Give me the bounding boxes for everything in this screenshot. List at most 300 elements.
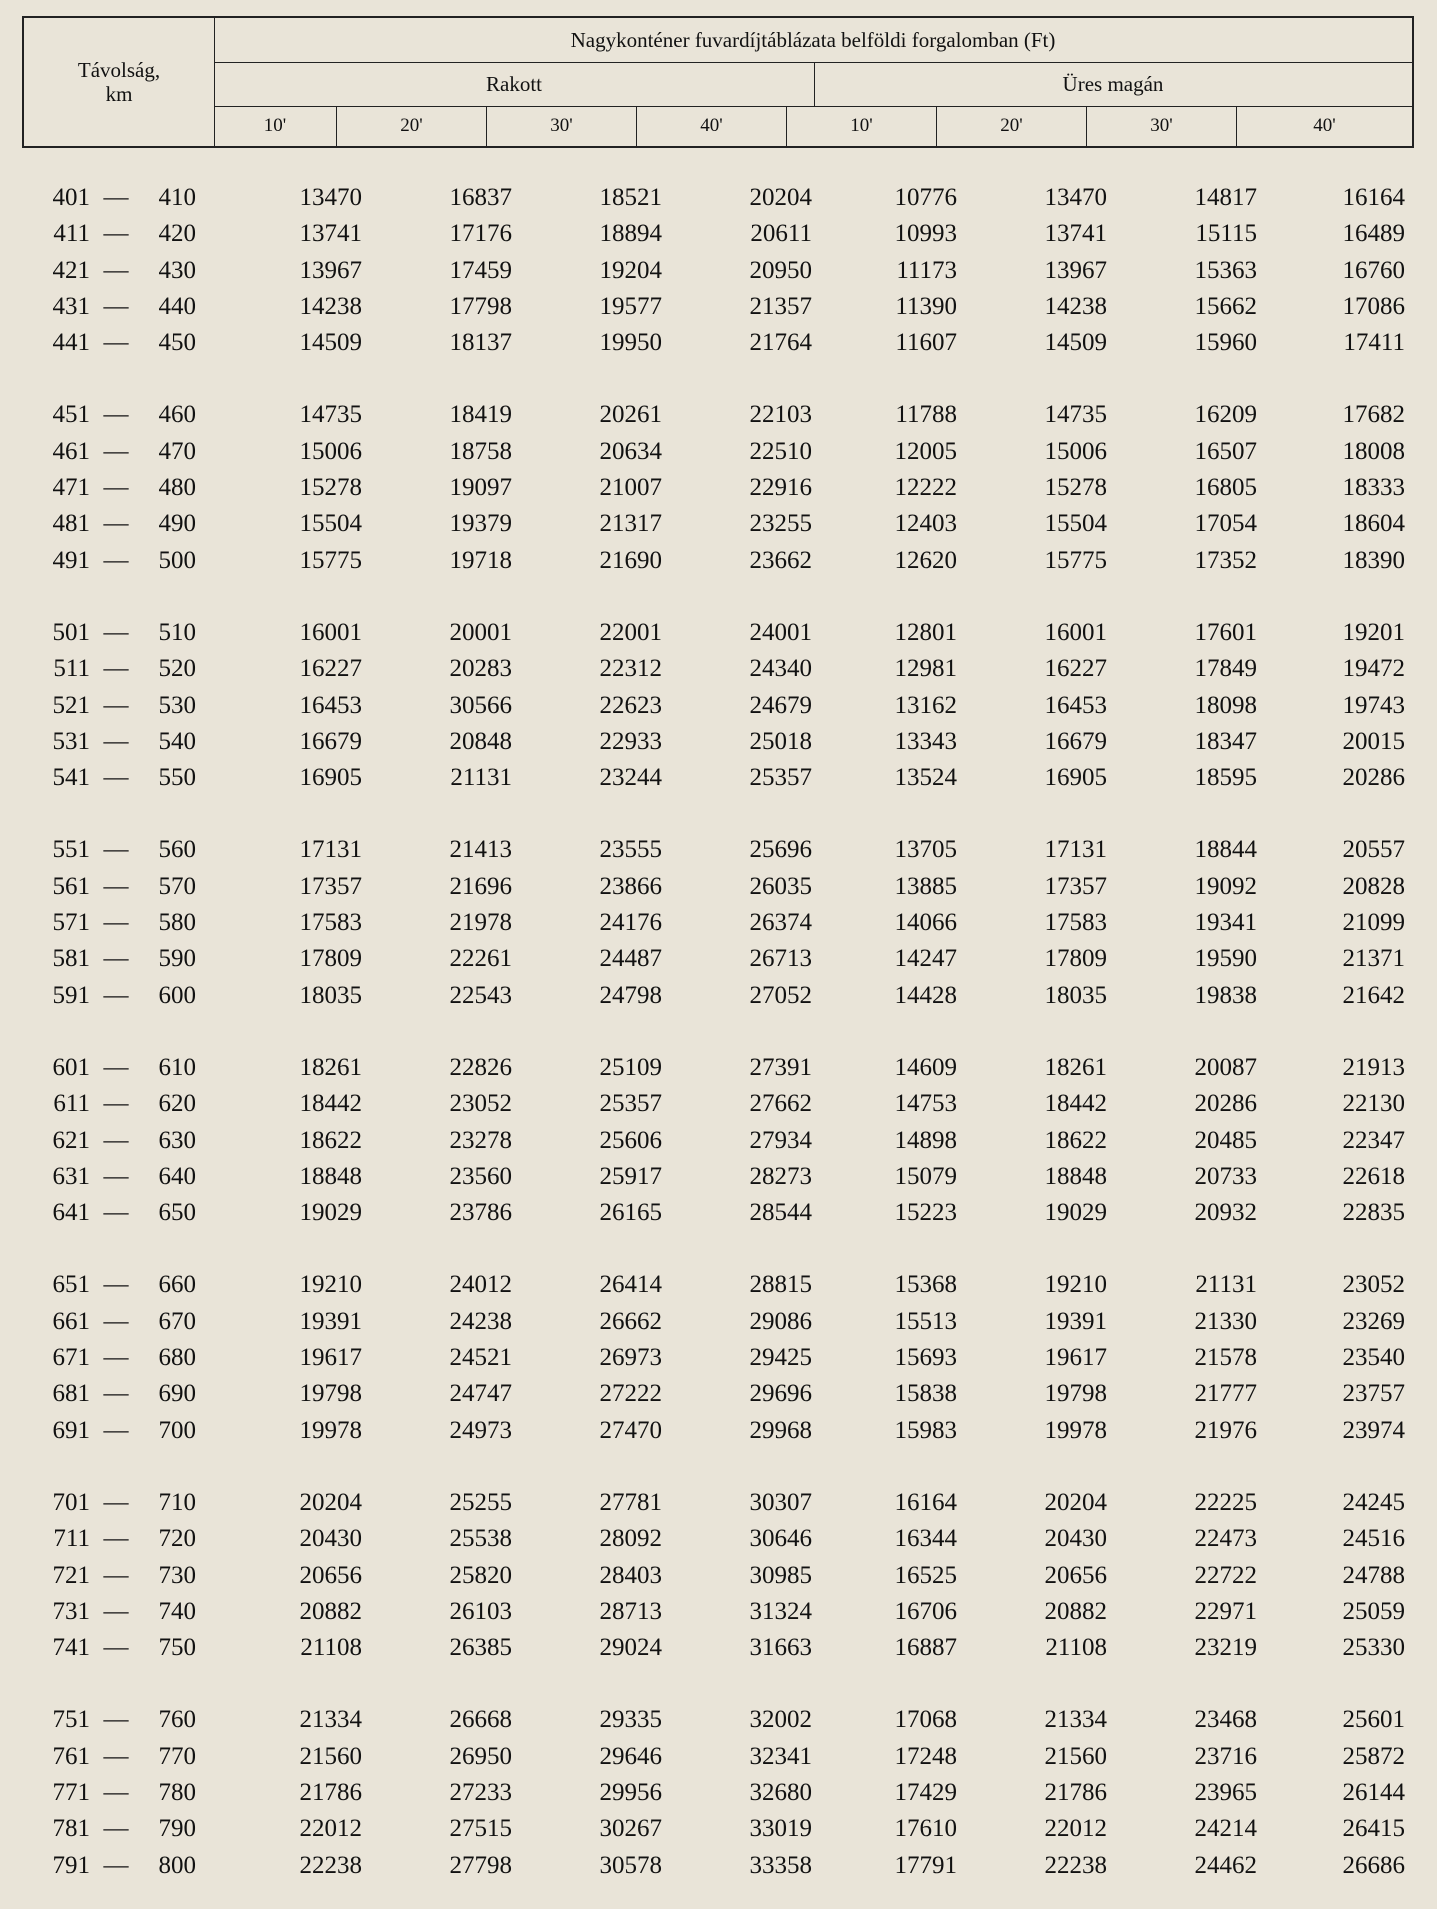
fare-cell: 19743 bbox=[1342, 691, 1405, 719]
fare-cell: 15006 bbox=[1044, 437, 1107, 465]
fare-cell: 24487 bbox=[599, 945, 662, 973]
size-header: 20' bbox=[937, 106, 1087, 146]
fare-cell: 27052 bbox=[749, 981, 812, 1009]
fare-cell: 29335 bbox=[599, 1706, 662, 1734]
fare-cell: 17248 bbox=[894, 1742, 957, 1770]
fare-cell: 26668 bbox=[449, 1706, 512, 1734]
fare-cell: 22001 bbox=[599, 618, 662, 646]
fare-cell: 29646 bbox=[599, 1742, 662, 1770]
fare-cell: 19472 bbox=[1342, 655, 1405, 683]
fare-cell: 17086 bbox=[1342, 292, 1405, 320]
fare-cell: 11607 bbox=[895, 329, 957, 357]
distance-from: 781 bbox=[52, 1815, 90, 1843]
distance-from: 481 bbox=[52, 510, 90, 538]
distance-to: 710 bbox=[158, 1488, 196, 1516]
range-dash: — bbox=[103, 292, 129, 320]
fare-cell: 21371 bbox=[1342, 945, 1405, 973]
fare-cell: 26415 bbox=[1342, 1815, 1405, 1843]
distance-to: 770 bbox=[158, 1742, 196, 1770]
fare-cell: 19978 bbox=[1044, 1416, 1107, 1444]
fare-cell: 18008 bbox=[1342, 437, 1405, 465]
fare-cell: 26144 bbox=[1342, 1778, 1405, 1806]
fare-cell: 30307 bbox=[749, 1488, 812, 1516]
range-dash: — bbox=[103, 655, 129, 683]
fare-cell: 17411 bbox=[1343, 329, 1405, 357]
table-row bbox=[22, 289, 1414, 325]
distance-from: 411 bbox=[53, 220, 90, 248]
fare-cell: 23540 bbox=[1342, 1344, 1405, 1372]
fare-cell: 18035 bbox=[299, 981, 362, 1009]
fare-cell: 23255 bbox=[749, 510, 812, 538]
fare-cell: 11390 bbox=[895, 292, 957, 320]
fare-cell: 16905 bbox=[1044, 764, 1107, 792]
fare-cell: 20634 bbox=[599, 437, 662, 465]
distance-from: 551 bbox=[52, 836, 90, 864]
range-dash: — bbox=[103, 1634, 129, 1662]
fare-cell: 21560 bbox=[299, 1742, 362, 1770]
fare-cell: 19798 bbox=[299, 1380, 362, 1408]
distance-from: 721 bbox=[52, 1561, 90, 1589]
distance-to: 520 bbox=[158, 655, 196, 683]
fare-cell: 21786 bbox=[299, 1778, 362, 1806]
fare-cell: 28403 bbox=[599, 1561, 662, 1589]
distance-from: 451 bbox=[52, 401, 90, 429]
fare-cell: 30578 bbox=[599, 1851, 662, 1879]
distance-from: 511 bbox=[53, 655, 90, 683]
distance-from: 441 bbox=[52, 329, 90, 357]
range-dash: — bbox=[103, 1488, 129, 1516]
distance-to: 760 bbox=[158, 1706, 196, 1734]
size-header: 10' bbox=[214, 106, 337, 146]
fare-cell: 25330 bbox=[1342, 1634, 1405, 1662]
fare-cell: 11788 bbox=[895, 401, 957, 429]
fare-cell: 28544 bbox=[749, 1199, 812, 1227]
fare-cell: 15775 bbox=[1044, 546, 1107, 574]
table-row bbox=[22, 869, 1414, 905]
range-dash: — bbox=[103, 1126, 129, 1154]
fare-cell: 20611 bbox=[750, 220, 812, 248]
fare-cell: 29425 bbox=[749, 1344, 812, 1372]
fare-cell: 20001 bbox=[449, 618, 512, 646]
fare-cell: 21334 bbox=[1044, 1706, 1107, 1734]
fare-cell: 22238 bbox=[1044, 1851, 1107, 1879]
fare-cell: 22971 bbox=[1194, 1597, 1257, 1625]
distance-from: 491 bbox=[52, 546, 90, 574]
fare-cell: 24798 bbox=[599, 981, 662, 1009]
fare-cell: 22835 bbox=[1342, 1199, 1405, 1227]
table-row bbox=[22, 1521, 1414, 1557]
fare-cell: 22826 bbox=[449, 1053, 512, 1081]
fare-cell: 14428 bbox=[894, 981, 957, 1009]
fare-cell: 26973 bbox=[599, 1344, 662, 1372]
distance-from: 421 bbox=[52, 256, 90, 284]
fare-cell: 16453 bbox=[299, 691, 362, 719]
fare-cell: 22347 bbox=[1342, 1126, 1405, 1154]
distance-to: 410 bbox=[158, 184, 196, 211]
distance-from: 601 bbox=[52, 1053, 90, 1081]
fare-cell: 19617 bbox=[299, 1344, 362, 1372]
distance-from: 681 bbox=[52, 1380, 90, 1408]
fare-cell: 15278 bbox=[299, 474, 362, 502]
fare-cell: 16679 bbox=[299, 727, 362, 755]
distance-to: 560 bbox=[158, 836, 196, 864]
table-row bbox=[22, 651, 1414, 687]
fare-cell: 29024 bbox=[599, 1634, 662, 1662]
table-row bbox=[22, 253, 1414, 289]
range-dash: — bbox=[103, 618, 129, 646]
fare-cell: 15838 bbox=[894, 1380, 957, 1408]
fare-cell: 21978 bbox=[449, 909, 512, 937]
fare-cell: 15513 bbox=[894, 1307, 957, 1335]
fare-cell: 27233 bbox=[449, 1778, 512, 1806]
fare-cell: 22916 bbox=[749, 474, 812, 502]
fare-cell: 21690 bbox=[599, 546, 662, 574]
fare-cell: 27470 bbox=[599, 1416, 662, 1444]
table-row bbox=[22, 470, 1414, 506]
distance-to: 620 bbox=[158, 1090, 196, 1118]
range-dash: — bbox=[103, 1090, 129, 1118]
fare-cell: 18894 bbox=[599, 220, 662, 248]
fare-cell: 17809 bbox=[1044, 945, 1107, 973]
fare-cell: 22473 bbox=[1194, 1525, 1257, 1553]
fare-cell: 20932 bbox=[1194, 1199, 1257, 1227]
distance-from: 591 bbox=[52, 981, 90, 1009]
distance-from: 501 bbox=[52, 618, 90, 646]
fare-cell: 20557 bbox=[1342, 836, 1405, 864]
fare-cell: 20882 bbox=[1044, 1597, 1107, 1625]
fare-cell: 14238 bbox=[299, 292, 362, 320]
fare-cell: 23866 bbox=[599, 872, 662, 900]
fare-cell: 14066 bbox=[894, 909, 957, 937]
range-dash: — bbox=[103, 945, 129, 973]
fare-cell: 16507 bbox=[1194, 437, 1257, 465]
table-row bbox=[22, 543, 1414, 579]
fare-cell: 16209 bbox=[1194, 401, 1257, 429]
fare-cell: 14609 bbox=[894, 1053, 957, 1081]
fare-cell: 17809 bbox=[299, 945, 362, 973]
fare-cell: 17357 bbox=[1044, 872, 1107, 900]
fare-cell: 13967 bbox=[299, 256, 362, 284]
fare-cell: 18848 bbox=[299, 1162, 362, 1190]
fare-cell: 25109 bbox=[599, 1053, 662, 1081]
fare-cell: 18758 bbox=[449, 437, 512, 465]
fare-cell: 26103 bbox=[449, 1597, 512, 1625]
fare-cell: 21777 bbox=[1194, 1380, 1257, 1408]
fare-cell: 23965 bbox=[1194, 1778, 1257, 1806]
range-dash: — bbox=[103, 727, 129, 755]
table-row bbox=[22, 506, 1414, 542]
table-row bbox=[22, 1811, 1414, 1847]
fare-cell: 24462 bbox=[1194, 1851, 1257, 1879]
fare-cell: 25696 bbox=[749, 836, 812, 864]
fare-cell: 33019 bbox=[749, 1815, 812, 1843]
fare-cell: 15278 bbox=[1044, 474, 1107, 502]
size-header: 40' bbox=[637, 106, 787, 146]
table-row bbox=[22, 1340, 1414, 1376]
fare-cell: 26385 bbox=[449, 1634, 512, 1662]
range-dash: — bbox=[103, 691, 129, 719]
fare-cell: 26414 bbox=[599, 1271, 662, 1299]
distance-from: 791 bbox=[52, 1851, 90, 1879]
distance-from: 581 bbox=[52, 945, 90, 973]
distance-to: 590 bbox=[158, 945, 196, 973]
fare-cell: 20485 bbox=[1194, 1126, 1257, 1154]
range-dash: — bbox=[103, 220, 129, 248]
fare-cell: 21786 bbox=[1044, 1778, 1107, 1806]
distance-to: 660 bbox=[158, 1271, 196, 1299]
fare-cell: 16706 bbox=[894, 1597, 957, 1625]
distance-from: 541 bbox=[52, 764, 90, 792]
fare-cell: 21642 bbox=[1342, 981, 1405, 1009]
fare-cell: 17352 bbox=[1194, 546, 1257, 574]
distance-to: 780 bbox=[158, 1778, 196, 1806]
fare-cell: 22261 bbox=[449, 945, 512, 973]
range-dash: — bbox=[103, 1706, 129, 1734]
distance-to: 680 bbox=[158, 1344, 196, 1372]
fare-cell: 23662 bbox=[749, 546, 812, 574]
fare-cell: 15775 bbox=[299, 546, 362, 574]
fare-cell: 17459 bbox=[449, 256, 512, 284]
distance-to: 610 bbox=[158, 1053, 196, 1081]
fare-cell: 23052 bbox=[1342, 1271, 1405, 1299]
range-dash: — bbox=[103, 184, 129, 211]
fare-cell: 15079 bbox=[894, 1162, 957, 1190]
fare-cell: 17583 bbox=[1044, 909, 1107, 937]
table-row bbox=[22, 325, 1414, 361]
table-row bbox=[22, 1086, 1414, 1122]
fare-cell: 16837 bbox=[449, 184, 512, 211]
fare-cell: 24176 bbox=[599, 909, 662, 937]
range-dash: — bbox=[103, 872, 129, 900]
fare-cell: 30267 bbox=[599, 1815, 662, 1843]
distance-to: 690 bbox=[158, 1380, 196, 1408]
fare-cell: 20087 bbox=[1194, 1053, 1257, 1081]
range-dash: — bbox=[103, 1271, 129, 1299]
fare-cell: 32002 bbox=[749, 1706, 812, 1734]
fare-cell: 17610 bbox=[894, 1815, 957, 1843]
fare-cell: 15368 bbox=[894, 1271, 957, 1299]
fare-cell: 29956 bbox=[599, 1778, 662, 1806]
range-dash: — bbox=[103, 981, 129, 1009]
fare-cell: 17849 bbox=[1194, 655, 1257, 683]
fare-cell: 17176 bbox=[449, 220, 512, 248]
distance-from: 761 bbox=[52, 1742, 90, 1770]
fare-cell: 16001 bbox=[1044, 618, 1107, 646]
size-header: 10' bbox=[787, 106, 937, 146]
fare-cell: 25255 bbox=[449, 1488, 512, 1516]
table-row bbox=[22, 1485, 1414, 1521]
fare-cell: 23052 bbox=[449, 1090, 512, 1118]
fare-cell: 21317 bbox=[599, 510, 662, 538]
fare-cell: 14238 bbox=[1044, 292, 1107, 320]
table-row bbox=[22, 434, 1414, 470]
fare-cell: 19097 bbox=[449, 474, 512, 502]
fare-cell: 14898 bbox=[894, 1126, 957, 1154]
fare-cell: 14735 bbox=[1044, 401, 1107, 429]
fare-cell: 25357 bbox=[749, 764, 812, 792]
table-row bbox=[22, 1050, 1414, 1086]
fare-cell: 23244 bbox=[599, 764, 662, 792]
fare-cell: 26035 bbox=[749, 872, 812, 900]
group-empty: Üres magán bbox=[814, 62, 1412, 107]
table-row bbox=[22, 615, 1414, 651]
fare-cell: 21334 bbox=[299, 1706, 362, 1734]
distance-from: 461 bbox=[52, 437, 90, 465]
fare-cell: 13343 bbox=[894, 727, 957, 755]
fare-cell: 33358 bbox=[749, 1851, 812, 1879]
fare-cell: 16453 bbox=[1044, 691, 1107, 719]
fare-cell: 13705 bbox=[894, 836, 957, 864]
distance-to: 480 bbox=[158, 474, 196, 502]
fare-cell: 26713 bbox=[749, 945, 812, 973]
distance-to: 420 bbox=[158, 220, 196, 248]
fare-cell: 25872 bbox=[1342, 1742, 1405, 1770]
fare-cell: 26686 bbox=[1342, 1851, 1405, 1879]
table-row bbox=[22, 1630, 1414, 1666]
fare-cell: 15223 bbox=[894, 1199, 957, 1227]
fare-cell: 18390 bbox=[1342, 546, 1405, 574]
table-row bbox=[22, 1304, 1414, 1340]
table-title: Nagykonténer fuvardíjtáblázata belföldi forgalomban (Ft) bbox=[214, 18, 1412, 63]
fare-cell: 28815 bbox=[749, 1271, 812, 1299]
fare-cell: 18595 bbox=[1194, 764, 1257, 792]
fare-cell: 28092 bbox=[599, 1525, 662, 1553]
table-row bbox=[22, 216, 1414, 252]
fare-cell: 20882 bbox=[299, 1597, 362, 1625]
fare-cell: 17682 bbox=[1342, 401, 1405, 429]
table-row bbox=[22, 1413, 1414, 1449]
table-row bbox=[22, 941, 1414, 977]
fare-cell: 12981 bbox=[894, 655, 957, 683]
container-size-row bbox=[214, 106, 1412, 146]
fare-cell: 25601 bbox=[1342, 1706, 1405, 1734]
fare-cell: 30985 bbox=[749, 1561, 812, 1589]
fare-cell: 18333 bbox=[1342, 474, 1405, 502]
fare-cell: 16344 bbox=[894, 1525, 957, 1553]
fare-cell: 32341 bbox=[749, 1742, 812, 1770]
fare-cell: 22238 bbox=[299, 1851, 362, 1879]
distance-from: 731 bbox=[52, 1597, 90, 1625]
fare-cell: 10993 bbox=[894, 220, 957, 248]
fare-cell: 15504 bbox=[299, 510, 362, 538]
distance-from: 691 bbox=[52, 1416, 90, 1444]
fare-cell: 23716 bbox=[1194, 1742, 1257, 1770]
distance-from: 771 bbox=[52, 1778, 90, 1806]
range-dash: — bbox=[103, 474, 129, 502]
range-dash: — bbox=[103, 1307, 129, 1335]
fare-cell: 24973 bbox=[449, 1416, 512, 1444]
range-dash: — bbox=[103, 1199, 129, 1227]
fare-cell: 21007 bbox=[599, 474, 662, 502]
distance-from: 671 bbox=[52, 1344, 90, 1372]
fare-cell: 21764 bbox=[749, 329, 812, 357]
distance-to: 570 bbox=[158, 872, 196, 900]
distance-to: 490 bbox=[158, 510, 196, 538]
fare-cell: 18622 bbox=[1044, 1126, 1107, 1154]
fare-cell: 21357 bbox=[749, 292, 812, 320]
distance-header bbox=[24, 18, 215, 146]
fare-cell: 29968 bbox=[749, 1416, 812, 1444]
fare-cell: 22130 bbox=[1342, 1090, 1405, 1118]
fare-cell: 17357 bbox=[299, 872, 362, 900]
fare-cell: 28713 bbox=[599, 1597, 662, 1625]
fare-cell: 20950 bbox=[749, 256, 812, 284]
fare-cell: 25018 bbox=[749, 727, 812, 755]
fare-cell: 19391 bbox=[1044, 1307, 1107, 1335]
fare-cell: 12005 bbox=[894, 437, 957, 465]
table-row bbox=[22, 1775, 1414, 1811]
fare-cell: 15504 bbox=[1044, 510, 1107, 538]
distance-to: 500 bbox=[158, 546, 196, 574]
fare-cell: 21330 bbox=[1194, 1307, 1257, 1335]
fare-cell: 22510 bbox=[749, 437, 812, 465]
distance-from: 701 bbox=[52, 1488, 90, 1516]
fare-cell: 13741 bbox=[1044, 220, 1107, 248]
fare-cell: 20015 bbox=[1342, 727, 1405, 755]
fare-cell: 16525 bbox=[894, 1561, 957, 1589]
fare-cell: 14247 bbox=[894, 945, 957, 973]
fare-cell: 26662 bbox=[599, 1307, 662, 1335]
fare-cell: 15006 bbox=[299, 437, 362, 465]
range-dash: — bbox=[103, 1053, 129, 1081]
tariff-table-body bbox=[22, 180, 1414, 1884]
distance-from: 521 bbox=[52, 691, 90, 719]
fare-cell: 18137 bbox=[449, 329, 512, 357]
fare-cell: 22312 bbox=[599, 655, 662, 683]
fare-cell: 21108 bbox=[1045, 1634, 1107, 1662]
fare-cell: 27515 bbox=[449, 1815, 512, 1843]
distance-to: 470 bbox=[158, 437, 196, 465]
distance-to: 510 bbox=[158, 618, 196, 646]
table-row bbox=[22, 760, 1414, 796]
distance-to: 650 bbox=[158, 1199, 196, 1227]
fare-cell: 20430 bbox=[1044, 1525, 1107, 1553]
distance-to: 580 bbox=[158, 909, 196, 937]
fare-cell: 18347 bbox=[1194, 727, 1257, 755]
table-row bbox=[22, 1594, 1414, 1630]
fare-cell: 16760 bbox=[1342, 256, 1405, 284]
distance-label: Távolság, bbox=[77, 58, 161, 82]
size-header: 20' bbox=[337, 106, 487, 146]
fare-cell: 16001 bbox=[299, 618, 362, 646]
range-dash: — bbox=[103, 1380, 129, 1408]
fare-cell: 18261 bbox=[299, 1053, 362, 1081]
range-dash: — bbox=[103, 836, 129, 864]
distance-unit: km bbox=[105, 82, 133, 106]
table-row bbox=[22, 1159, 1414, 1195]
fare-cell: 22618 bbox=[1342, 1162, 1405, 1190]
fare-cell: 16489 bbox=[1342, 220, 1405, 248]
table-row bbox=[22, 397, 1414, 433]
fare-cell: 22225 bbox=[1194, 1488, 1257, 1516]
fare-cell: 13470 bbox=[1044, 184, 1107, 211]
fare-cell: 28273 bbox=[749, 1162, 812, 1190]
fare-cell: 13741 bbox=[299, 220, 362, 248]
fare-cell: 24340 bbox=[749, 655, 812, 683]
fare-cell: 21578 bbox=[1194, 1344, 1257, 1372]
table-row bbox=[22, 180, 1414, 216]
fare-cell: 14817 bbox=[1194, 184, 1257, 211]
fare-cell: 18261 bbox=[1044, 1053, 1107, 1081]
fare-cell: 27934 bbox=[749, 1126, 812, 1154]
fare-cell: 22543 bbox=[449, 981, 512, 1009]
distance-to: 540 bbox=[158, 727, 196, 755]
distance-to: 800 bbox=[158, 1851, 196, 1879]
fare-cell: 13524 bbox=[894, 764, 957, 792]
fare-cell: 18442 bbox=[299, 1090, 362, 1118]
distance-from: 651 bbox=[52, 1271, 90, 1299]
distance-from: 471 bbox=[52, 474, 90, 502]
